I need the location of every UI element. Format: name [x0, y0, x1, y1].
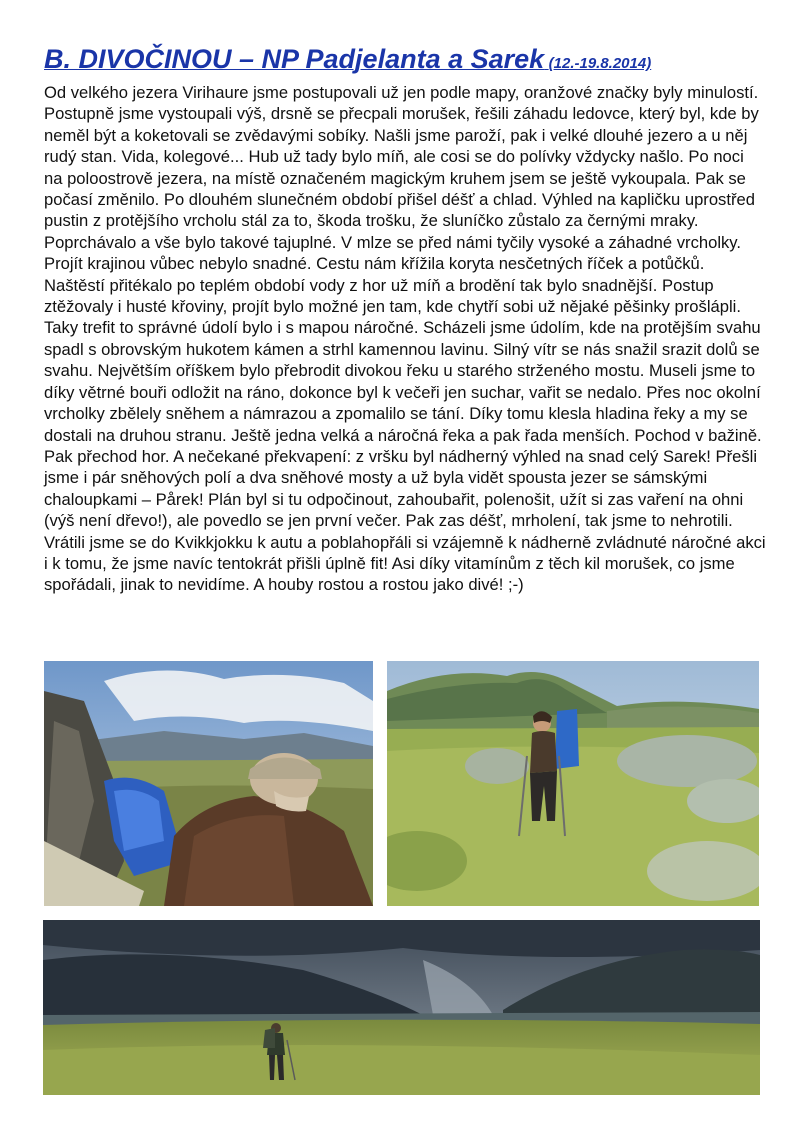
page-title: [44, 44, 651, 75]
photo-hiker-with-poles: [387, 661, 759, 906]
photo-hiker-resting: [44, 661, 373, 906]
article-body: [44, 82, 766, 596]
title-text: B. DIVOČINOU – NP Padjelanta a Sarek: [44, 44, 545, 74]
title-dates: (12.-19.8.2014): [548, 55, 652, 72]
article-paragraph: Od velkého jezera Virihaure jsme postupovali už jen podle mapy, oranžové značky byly minulostí. Postupně jsme vystoupali výš, drsně se přecpali morušek, řešili záhadu ledovce, který byl, kde by neměl být a koketovali se zvědavými sobíky. Našli jsme paroží, pak i velké dlouhé jezero a u něj rudý stan. Vida, kolegové... Hub už tady bylo míň, ale cosi se do polívky vždycky našlo. Po noci na poloostrově jezera, na místě označeném magickým kruhem jsem se ještě vykoupala. Pak se počasí změnilo. Po dlouhém slunečném období přišel déšť a chlad. Výhled na kapličku uprostřed pustin z protějšího vrcholu stál za to, škoda trošku, že sluníčko zůstalo za černými mraky. Poprchávalo a vše bylo takové tajuplné. V mlze se před námi tyčily vysoké a záhadné vrcholky. Projít krajinou vůbec nebylo snadné. Cestu nám křížila koryta nesčetných říček a potůčků. Naštěstí přitékalo po teplém období vody z hor už míň a brodění tak bylo snadnější. Postup ztěžovaly i husté křoviny, projít bylo možné jen tam, kde chytří sobi už nějaké pěšinky prošlápli. Taky trefit to správné údolí bylo i s mapou náročné. Scházeli jsme údolím, kde na protějším svahu spadl s obrovským hukotem kámen a strhl kamennou lavinu. Silný vítr se nás snažil srazit dolů se svahu. Největším oříškem bylo přebrodit divokou řeku u starého strženého mostu. Museli jsme to díky větrné bouři odložit na ráno, dokonce byl k večeři jen suchar, vařit se nedalo. Přes noc okolní vrcholky zbělely sněhem a námrazou a zpomalilo se tání. Díky tomu klesla hladina řeky a my se dostali na druhou stranu. Ještě jedna velká a náročná řeka a pak řada menších. Pochod v bažině. Pak přechod hor. A nečekané překvapení: z vršku byl nádherný výhled na snad celý Sarek! Přešli jsme i pár sněhových polí a dva sněhové mosty a už byla vidět spousta jezer se sámskými chaloupkami – Pårek! Plán byl si tu odpočinout, zahoubařit, polenošit, užít si zas vaření na ohni (výš není dřevo!), ale povedlo se jen první večer. Pak zas déšť, mrholení, tak jsme to nehrotili. Vrátili jsme se do Kvikkjokku k autu a poblahopřáli si vzájemně k nádherně zvládnuté náročné akci i k tomu, že jsme navíc tentokrát přišli úplně fit! Asi díky vitamínům z těch kil morušek, co jsme spořádali, jinak to nevidíme. A houby rostou a rostou jako divé! ;-): [44, 83, 766, 595]
photo-stormy-valley: [43, 920, 760, 1095]
